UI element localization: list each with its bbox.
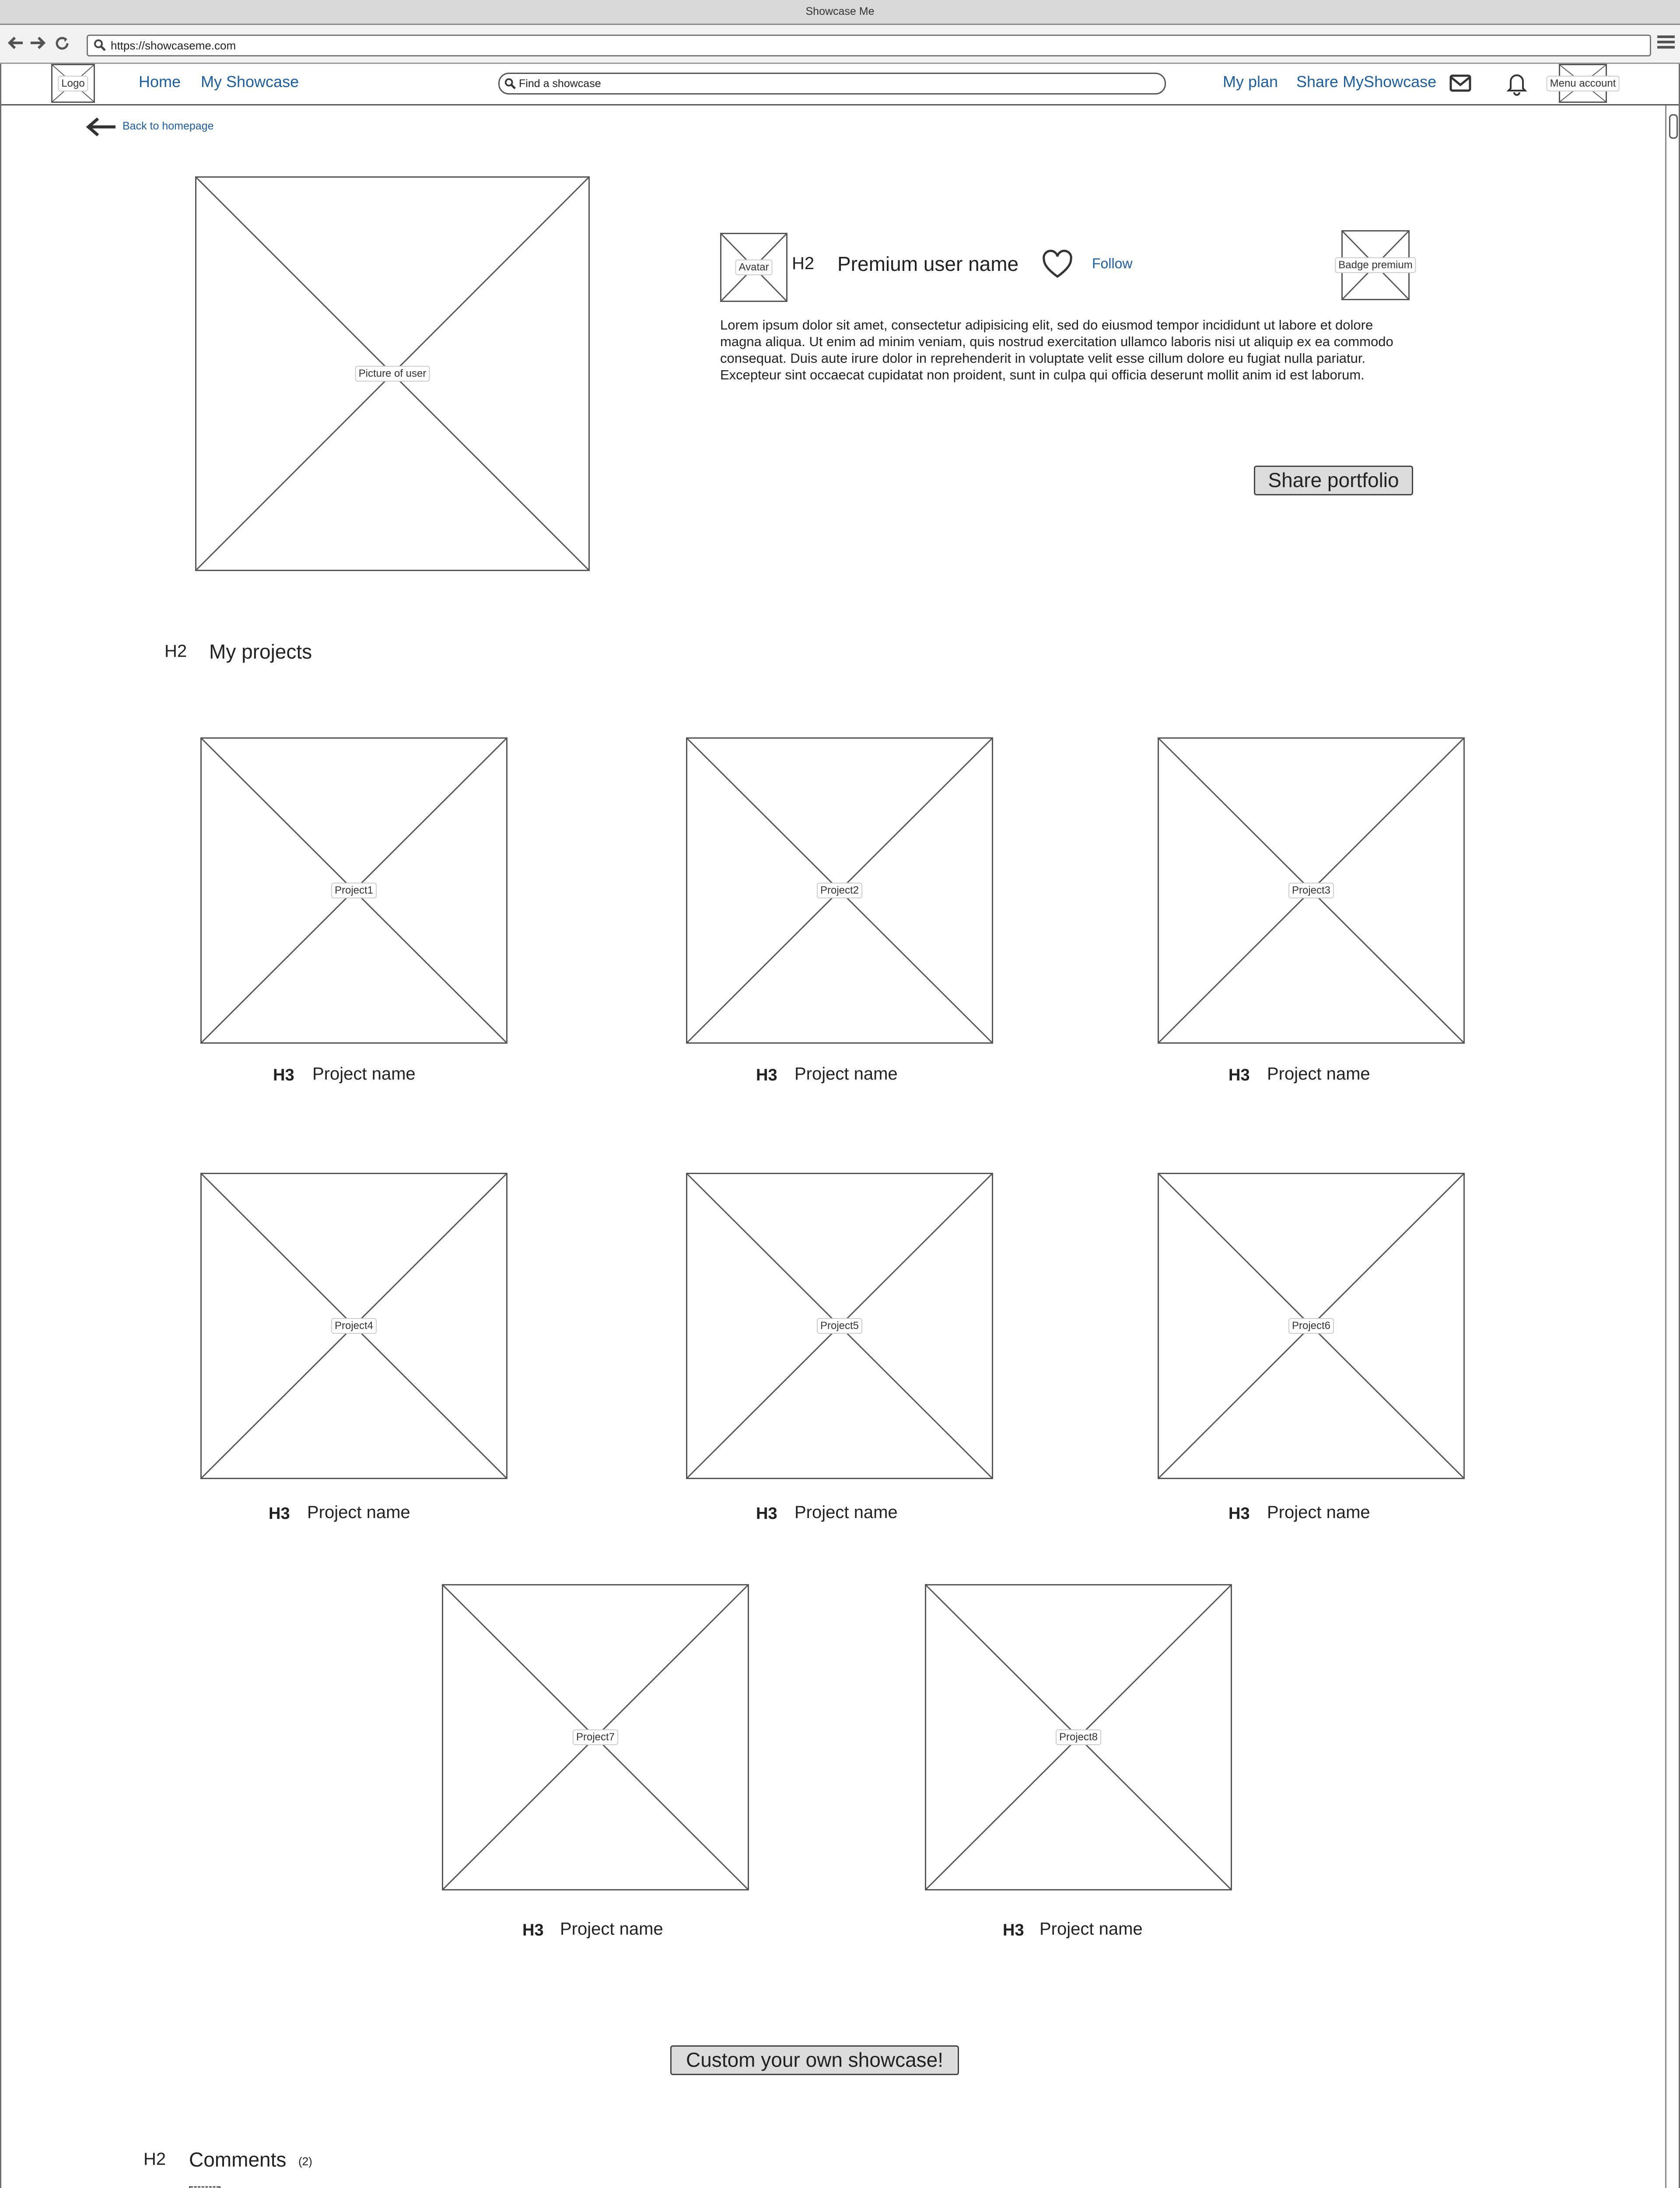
badge-premium — [1338, 230, 1413, 300]
browser-menu-icon[interactable] — [1657, 35, 1675, 51]
project-name[interactable]: Project name — [307, 1503, 410, 1522]
address-bar[interactable] — [87, 35, 1651, 56]
project-card-image[interactable] — [1158, 1173, 1465, 1479]
project-card-image[interactable] — [925, 1584, 1232, 1890]
forward-arrow-icon[interactable] — [30, 35, 46, 54]
project-name[interactable]: Project name — [794, 1503, 898, 1522]
comments-title: Comments — [189, 2148, 287, 2171]
reload-icon[interactable] — [54, 35, 70, 55]
avatar-label: Avatar — [735, 259, 773, 275]
project-image-label: Project5 — [817, 1318, 862, 1334]
project-name[interactable]: Project name — [560, 1919, 663, 1939]
mail-icon[interactable] — [1449, 74, 1471, 94]
user-bio — [720, 317, 1393, 383]
follow-link[interactable]: Follow — [1092, 256, 1133, 271]
menu-account-label: Menu account — [1547, 76, 1620, 91]
project-image-label: Project2 — [817, 883, 862, 898]
h3-tag: H3 — [756, 1066, 777, 1084]
project-image-label: Project3 — [1288, 883, 1334, 898]
h3-tag: H3 — [1228, 1504, 1250, 1523]
url-text: https://showcaseme.com — [111, 39, 236, 52]
bio-line: magna aliqua. Ut enim ad minim veniam, quis nostrud exercitation ullamco laboris nisi ut aliquip ex ea commodo — [720, 334, 1393, 349]
h3-tag: H3 — [1228, 1066, 1250, 1084]
h3-tag: H3 — [522, 1921, 544, 1939]
user-picture — [195, 176, 590, 571]
menu-account[interactable] — [1550, 64, 1616, 103]
nav-my-showcase[interactable]: My Showcase — [201, 73, 299, 91]
custom-showcase-button[interactable]: Custom your own showcase! — [670, 2045, 959, 2075]
my-projects-title: My projects — [209, 640, 312, 663]
h3-tag: H3 — [273, 1066, 294, 1084]
project-image-label: Project4 — [331, 1318, 377, 1334]
site-header — [1, 64, 1679, 105]
project-card-image[interactable] — [1158, 737, 1465, 1044]
project-image-label: Project1 — [331, 883, 377, 898]
h3-tag: H3 — [1003, 1921, 1024, 1939]
scrollbar-thumb[interactable] — [1669, 114, 1678, 139]
logo-label: Logo — [58, 76, 88, 91]
project-image-label: Project7 — [573, 1729, 618, 1745]
h3-tag: H3 — [756, 1504, 777, 1523]
bio-line: Excepteur sint occaecat cupidatat non proident, sunt in culpa qui officia deserunt mollit anim id est laborum. — [720, 367, 1365, 382]
heart-icon[interactable] — [1042, 251, 1073, 281]
h2-tag: H2 — [164, 642, 187, 661]
project-image-label: Project6 — [1288, 1318, 1334, 1334]
project-name[interactable]: Project name — [312, 1064, 416, 1083]
back-to-homepage-link[interactable]: Back to homepage — [122, 120, 214, 132]
search-placeholder: Find a showcase — [519, 77, 601, 90]
project-card-image[interactable] — [686, 1173, 993, 1479]
project-card-image[interactable] — [200, 1173, 508, 1479]
project-name[interactable]: Project name — [794, 1064, 898, 1083]
bio-line: Lorem ipsum dolor sit amet, consectetur adipisicing elit, sed do eiusmod tempor incididunt ut labore et dolore — [720, 317, 1373, 333]
project-name[interactable]: Project name — [1267, 1064, 1370, 1083]
avatar — [720, 233, 788, 302]
bell-icon[interactable] — [1507, 72, 1526, 97]
project-card-image[interactable] — [200, 737, 508, 1044]
project-name[interactable]: Project name — [1267, 1503, 1370, 1522]
back-arrow-icon[interactable] — [86, 117, 116, 139]
window-titlebar — [0, 0, 1680, 25]
nav-home[interactable]: Home — [139, 73, 181, 91]
h2-tag: H2 — [792, 254, 815, 273]
h3-tag: H3 — [269, 1504, 290, 1523]
comments-count: (2) — [298, 2155, 312, 2168]
logo[interactable] — [51, 64, 95, 103]
comment-avatar — [189, 2186, 220, 2188]
search-icon — [93, 39, 106, 54]
browser-toolbar — [0, 25, 1680, 64]
window-title: Showcase Me — [805, 5, 875, 18]
page-scrollbar[interactable] — [1665, 105, 1679, 2188]
share-portfolio-button[interactable]: Share portfolio — [1254, 466, 1413, 495]
premium-user-name: Premium user name — [837, 252, 1019, 275]
bio-line: consequat. Duis aute irure dolor in reprehenderit in voluptate velit esse cillum dolore eu fugiat nulla pariatur. — [720, 351, 1366, 366]
nav-my-plan[interactable]: My plan — [1223, 73, 1278, 91]
project-image-label: Project8 — [1056, 1729, 1101, 1745]
project-card-image[interactable] — [442, 1584, 749, 1890]
back-arrow-icon[interactable] — [8, 35, 24, 54]
h2-tag: H2 — [144, 2149, 166, 2169]
project-card-image[interactable] — [686, 737, 993, 1044]
project-name[interactable]: Project name — [1040, 1919, 1143, 1939]
search-icon — [504, 77, 516, 92]
user-picture-label: Picture of user — [355, 366, 430, 382]
nav-share-myshowcase[interactable]: Share MyShowcase — [1296, 73, 1437, 91]
search-input[interactable] — [498, 73, 1166, 95]
badge-premium-label: Badge premium — [1335, 257, 1416, 273]
